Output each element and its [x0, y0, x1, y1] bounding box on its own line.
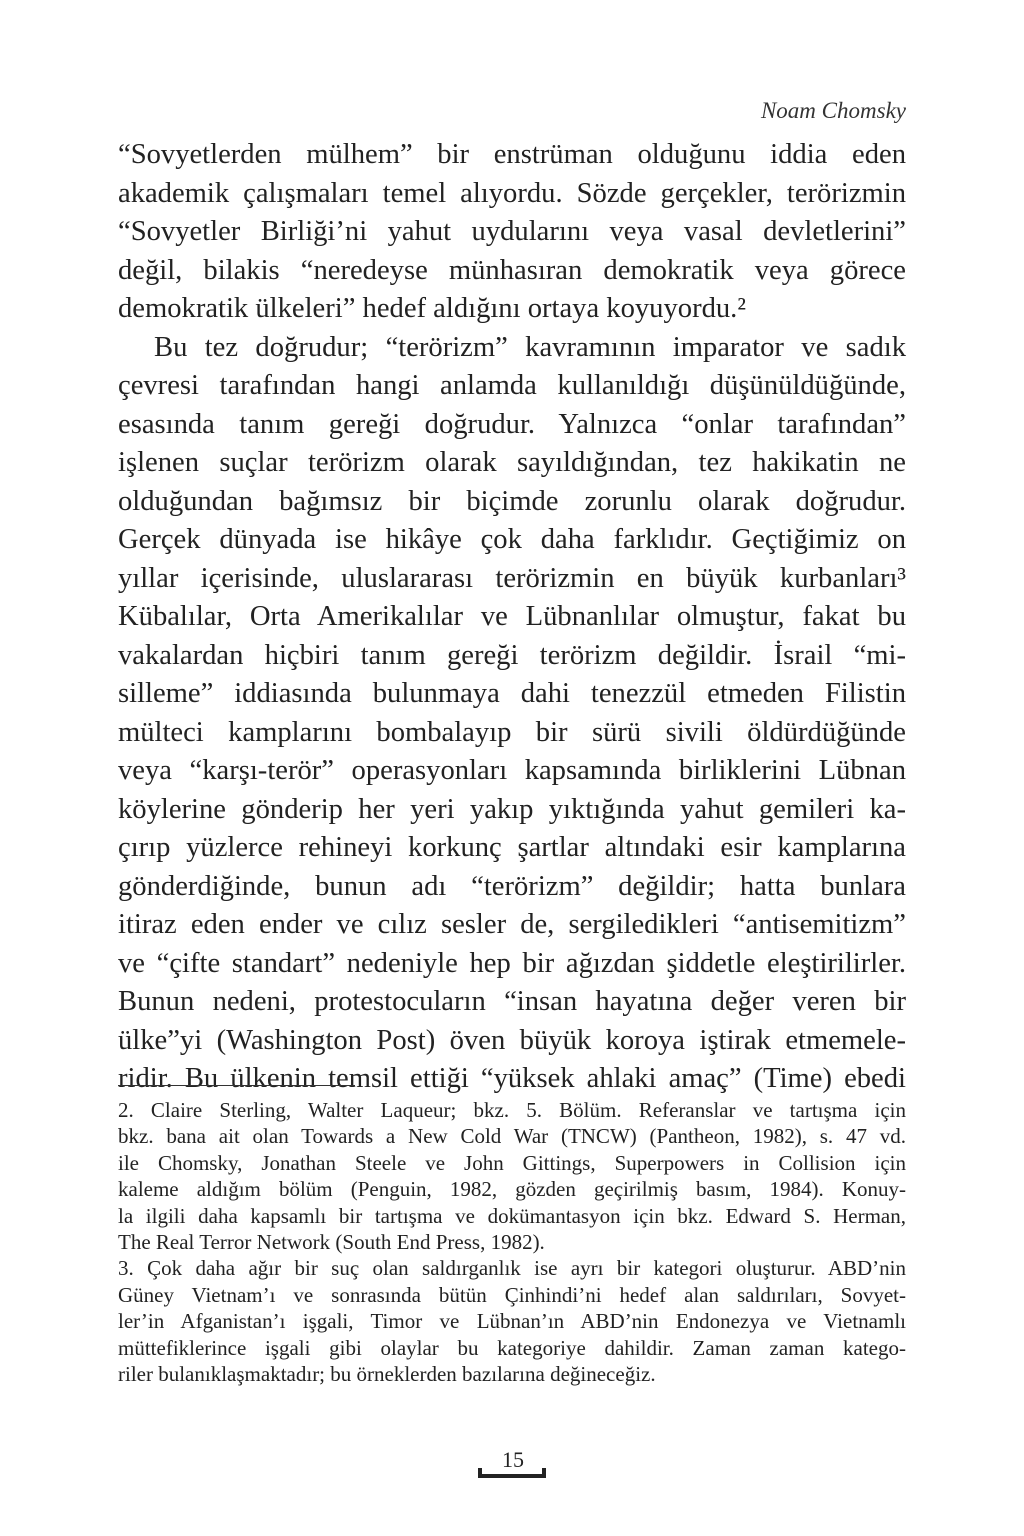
body-line: “Sovyetler Birliği’ni yahut uydularını veya vasal devletlerini”	[118, 216, 906, 247]
body-line: Kübalılar, Orta Amerikalılar ve Lübnanlılar olmuştur, fakat bu	[118, 601, 906, 632]
footnote-line: müttefiklerince işgali gibi olaylar bu kategoriye dahildir. Zaman zaman katego-	[118, 1335, 906, 1360]
body-line: işlenen suçlar terörizm olarak sayıldığından, tez hakikatin ne	[118, 447, 906, 478]
body-line: ülke”yi (Washington Post) öven büyük koroya iştirak etmemele-	[118, 1024, 906, 1056]
running-header: Noam Chomsky	[760, 98, 906, 123]
body-line: gönderdiğinde, bunun adı “terörizm” değildir; hatta bunlara	[118, 870, 906, 902]
body-line: Gerçek dünyada ise hikâye çok daha farklıdır. Geçtiğimiz on	[118, 524, 906, 555]
footnote-line: la ilgili daha kapsamlı bir tartışma ve dokümantasyon için bkz. Edward S. Herman,	[118, 1203, 906, 1228]
footnote-line: ler’in Afganistan’ı işgali, Timor ve Lübnan’ın ABD’nin Endonezya ve Vietnamlı	[118, 1309, 906, 1334]
body-line: mülteci kamplarını bombalayıp bir sürü sivili öldürdüğünde	[118, 716, 906, 748]
body-line: yıllar içerisinde, uluslararası terörizmin en büyük kurbanları³	[118, 562, 906, 594]
footnote-line: Güney Vietnam’ı ve sonrasında bütün Çinhindi’ni hedef alan saldırıları, Sovyet-	[118, 1282, 906, 1307]
body-line: değil, bilakis “neredeyse münhasıran demokratik veya görece	[118, 254, 906, 286]
body-text	[118, 136, 906, 1099]
footnote-line: 3. Çok daha ağır bir suç olan saldırganlık ise ayrı bir kategori oluşturur. ABD’nin	[118, 1256, 906, 1281]
footnote-line: kaleme aldığım bölüm (Penguin, 1982, gözden geçirilmiş basım, 1984). Konuy-	[118, 1177, 906, 1202]
body-line: çevresi tarafından hangi anlamda kullanıldığı düşünüldüğünde,	[118, 370, 906, 401]
body-line: esasında tanım gereği doğrudur. Yalnızca “onlar tarafından”	[118, 408, 906, 440]
footnotes	[118, 1097, 906, 1387]
body-line: akademik çalışmaları temel alıyordu. Sözde gerçekler, terörizmin	[118, 177, 906, 209]
footnote-line: The Real Terror Network (South End Press, 1982).	[118, 1229, 545, 1254]
page-number: 15	[502, 1447, 524, 1472]
body-line: vakalardan hiçbiri tanım gereği terörizm değildir. İsrail “mi-	[118, 639, 906, 671]
footnote-divider	[118, 1085, 355, 1086]
body-line: olduğundan bağımsız bir biçimde zorunlu olarak doğrudur.	[118, 485, 906, 517]
body-line: köylerine gönderip her yeri yakıp yıktığında yahut gemileri ka-	[118, 793, 906, 825]
footnote-line: 2. Claire Sterling, Walter Laqueur; bkz. 5. Bölüm. Referanslar ve tartışma için	[118, 1098, 906, 1122]
body-line: silleme” iddiasında bulunmaya dahi tenezzül etmeden Filistin	[118, 678, 906, 709]
body-line: itiraz eden ender ve cılız sesler de, sergiledikleri “antisemitizm”	[118, 909, 906, 940]
footnote-line: riler bulanıklaşmaktadır; bu örneklerden bazılarına değineceğiz.	[118, 1361, 656, 1386]
body-line: Bu tez doğrudur; “terörizm” kavramının imparator ve sadık	[154, 331, 906, 363]
footnote-line: ile Chomsky, Jonathan Steele ve John Gittings, Superpowers in Collision için	[118, 1150, 906, 1175]
footnote-line: bkz. bana ait olan Towards a New Cold War (TNCW) (Pantheon, 1982), s. 47 vd.	[118, 1124, 906, 1149]
body-line: veya “karşı-terör” operasyonları kapsamında birliklerini Lübnan	[118, 755, 906, 786]
page-number-bracket	[478, 1474, 546, 1478]
body-line: “Sovyetlerden mülhem” bir enstrüman olduğunu iddia eden	[118, 139, 906, 170]
body-line: çırıp yüzlerce rehineyi korkunç şartlar altındaki esir kamplarına	[118, 832, 906, 863]
body-line: ve “çifte standart” nedeniyle hep bir ağızdan şiddetle eleştirilirler.	[118, 947, 906, 979]
body-line: demokratik ülkeleri” hedef aldığını ortaya koyuyordu.²	[118, 293, 746, 324]
body-line: ridir. Bu ülkenin temsil ettiği “yüksek ahlaki amaç” (Time) ebedi	[118, 1063, 906, 1094]
body-line: Bunun nedeni, protestocuların “insan hayatına değer veren bir	[118, 986, 906, 1017]
